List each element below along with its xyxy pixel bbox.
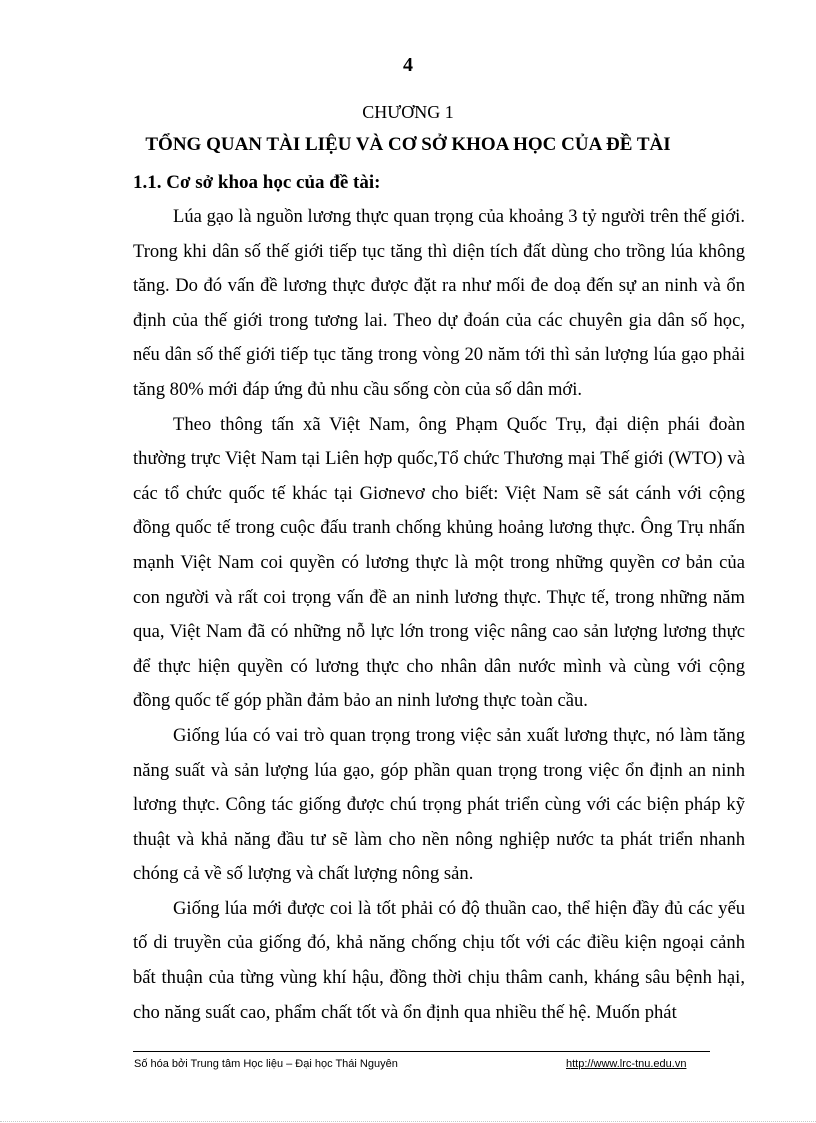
- page-number: 4: [403, 54, 413, 76]
- chapter-title: TỔNG QUAN TÀI LIỆU VÀ CƠ SỞ KHOA HỌC CỦA ĐỀ TÀI: [145, 134, 671, 155]
- footer-divider: [133, 1051, 710, 1052]
- paragraph-rice-varieties-role: Giống lúa có vai trò quan trọng trong việc sản xuất lương thực, nó làm tăng năng suất và sản lượng lúa gạo, góp phần quan trọng trong việc ổn định an ninh lương thực. Công tác giống được chú trọng phát triển cùng với các biện pháp kỹ thuật và khả năng đầu tư sẽ làm cho nền nông nghiệp nước ta phát triển nhanh chóng cả về số lượng và chất lượng nông sản.: [133, 724, 745, 885]
- paragraph-rice-importance: Lúa gạo là nguồn lương thực quan trọng của khoảng 3 tỷ người trên thế giới. Trong khi dân số thế giới tiếp tục tăng thì diện tích đất dùng cho trồng lúa không tăng. Do đó vấn đề lương thực được đặt ra như mối đe doạ đến sự an ninh và ổn định của thế giới trong tương lai. Theo dự đoán của các chuyên gia dân số học, nếu dân số thế giới tiếp tục tăng trong vòng 20 năm tới thì sản lượng lúa gạo phải tăng 80% mới đáp ứng đủ nhu cầu sống còn của số dân mới.: [133, 206, 745, 400]
- page-bottom-edge: [0, 1121, 816, 1122]
- paragraph-vietnam-food-security: Theo thông tấn xã Việt Nam, ông Phạm Quốc Trụ, đại diện phái đoàn thường trực Việt Nam tại Liên hợp quốc,Tổ chức Thương mại Thế giới (WTO) và các tổ chức quốc tế khác tại Giơnevơ cho biết: Việt Nam sẽ sát cánh với cộng đồng quốc tế trong cuộc đấu tranh chống khủng hoảng lương thực. Ông Trụ nhấn mạnh Việt Nam coi quyền có lương thực là một trong những quyền cơ bản của con người và rất coi trọng vấn đề an ninh lương thực. Thực tế, trong những năm qua, Việt Nam đã có những nỗ lực lớn trong việc nâng cao sản lượng lương thực để thực hiện quyền có lương thực cho nhân dân nước mình và cùng với cộng đồng quốc tế góp phần đảm bảo an ninh lương thực toàn cầu.: [133, 413, 745, 712]
- paragraph-new-rice-varieties: Giống lúa mới được coi là tốt phải có độ thuần cao, thể hiện đầy đủ các yếu tố di truyền của giống đó, khả năng chống chịu tốt với các điều kiện ngoại cảnh bất thuận của từng vùng khí hậu, đồng thời chịu thâm canh, kháng sâu bệnh hại, cho năng suất cao, phẩm chất tốt và ổn định qua nhiều thế hệ. Muốn phát: [133, 897, 745, 1023]
- chapter-label: CHƯƠNG 1: [362, 102, 454, 122]
- section-heading: 1.1. Cơ sở khoa học của đề tài:: [133, 172, 381, 193]
- footer-website-link[interactable]: http://www.lrc-tnu.edu.vn: [566, 1058, 687, 1070]
- document-body: [133, 200, 745, 1030]
- footer-source-credit: Số hóa bởi Trung tâm Học liệu – Đại học Thái Nguyên: [134, 1058, 398, 1070]
